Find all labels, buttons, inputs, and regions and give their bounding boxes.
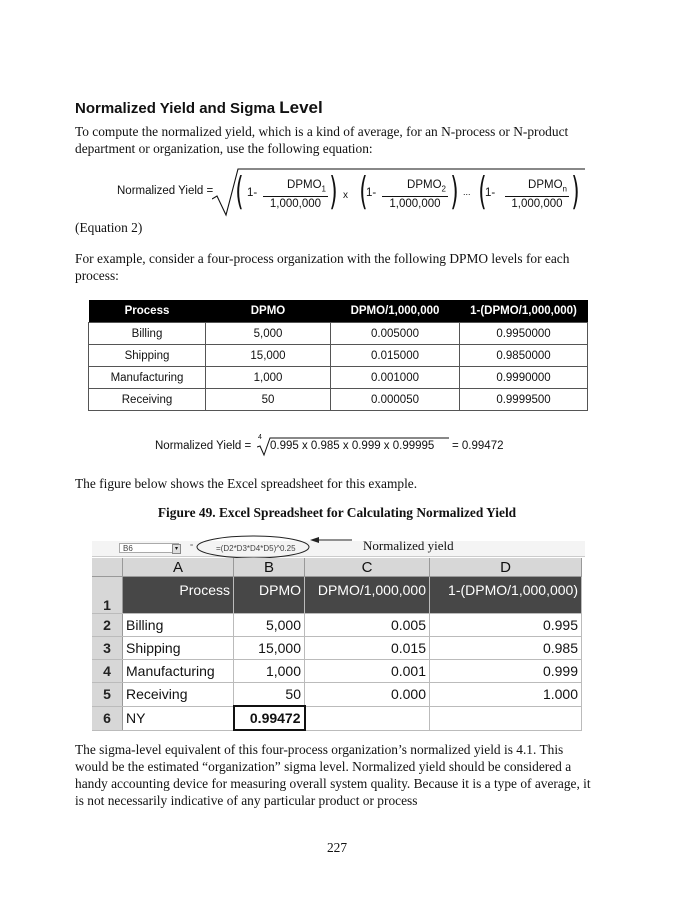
row-header[interactable]: 1 — [92, 577, 123, 614]
table-cell: 5,000 — [206, 323, 331, 345]
cell-a4[interactable]: Manufacturing — [123, 660, 234, 683]
cell-b2[interactable]: 5,000 — [234, 614, 305, 637]
cell-a6[interactable]: NY — [123, 706, 234, 730]
cell-b3[interactable]: 15,000 — [234, 637, 305, 660]
fraction-2-den: 1,000,000 — [389, 198, 441, 211]
cell-c3[interactable]: 0.015 — [305, 637, 430, 660]
radicand: 0.995 x 0.985 x 0.999 x 0.99995 — [270, 440, 435, 452]
fraction-1-den: 1,000,000 — [269, 198, 322, 211]
dpmo-table — [88, 300, 588, 411]
cell-c6[interactable] — [305, 706, 430, 730]
table-cell: Manufacturing — [89, 367, 206, 389]
fraction-2 — [382, 178, 448, 211]
conclusion-paragraph: The sigma-level equivalent of this four-process organization’s normalized yield is 4.1. This would be the estimated “organization” sigma level. Normalized yield should be considered a handy accounting device for measuring overall system quality. Because it is a type of average, it is not necessarily indicative of any particular product or process — [75, 742, 591, 808]
table-cell: 50 — [206, 389, 331, 411]
close-paren-2: ) — [450, 169, 459, 213]
row-header[interactable]: 5 — [92, 683, 123, 707]
fraction-n-sub: n — [562, 184, 567, 194]
cell-b5[interactable]: 50 — [234, 683, 305, 707]
equation-result: = 0.99472 — [452, 440, 504, 452]
table-header-row — [89, 300, 588, 323]
heading-part2: Level — [279, 98, 323, 117]
cell-a2[interactable]: Billing — [123, 614, 234, 637]
fraction-n-den: 1,000,000 — [511, 198, 563, 211]
equation-label: Normalized Yield = — [117, 185, 214, 197]
cell-d2[interactable]: 0.995 — [430, 614, 582, 637]
table-row — [92, 683, 582, 707]
table-row — [92, 637, 582, 660]
table-cell: 0.9999500 — [460, 389, 588, 411]
row-header[interactable]: 4 — [92, 660, 123, 683]
fraction-1-sub: 1 — [321, 184, 326, 194]
cell-d3[interactable]: 0.985 — [430, 637, 582, 660]
cell-b1[interactable]: DPMO — [234, 577, 305, 614]
fraction-1 — [263, 178, 328, 211]
table-row — [92, 706, 582, 730]
one-minus-n: 1- — [485, 187, 496, 199]
function-icon[interactable]: = — [190, 543, 194, 549]
equation-tag: (Equation 2) — [75, 220, 143, 235]
table-row — [92, 660, 582, 683]
cell-c2[interactable]: 0.005 — [305, 614, 430, 637]
table-cell: Shipping — [89, 345, 206, 367]
table-row — [89, 367, 588, 389]
open-paren-2: ( — [359, 169, 368, 213]
table-cell: Receiving — [89, 389, 206, 411]
open-paren-n: ( — [478, 169, 487, 213]
column-header-d[interactable]: D — [430, 558, 582, 577]
cell-b6-selected[interactable]: 0.99472 — [234, 706, 305, 730]
column-header-b[interactable]: B — [234, 558, 305, 577]
cell-a1[interactable]: Process — [123, 577, 234, 614]
figure-caption: Figure 49. Excel Spreadsheet for Calculating Normalized Yield — [157, 505, 517, 520]
callout-label: Normalized yield — [363, 538, 454, 553]
cell-a5[interactable]: Receiving — [123, 683, 234, 707]
cell-d5[interactable]: 1.000 — [430, 683, 582, 707]
cell-c1[interactable]: DPMO/1,000,000 — [305, 577, 430, 614]
fraction-2-sub: 2 — [441, 184, 446, 194]
open-paren-1: ( — [235, 169, 244, 213]
table-cell: 0.9990000 — [460, 367, 588, 389]
section-heading — [75, 98, 323, 118]
table-cell: 0.001000 — [331, 367, 460, 389]
cell-d1[interactable]: 1-(DPMO/1,000,000) — [430, 577, 582, 614]
table-cell: 1,000 — [206, 367, 331, 389]
table-cell: 0.9950000 — [460, 323, 588, 345]
table-row — [89, 323, 588, 345]
cell-b4[interactable]: 1,000 — [234, 660, 305, 683]
heading-part1: Normalized Yield and Sigma — [75, 100, 280, 117]
intro-paragraph: To compute the normalized yield, which is a kind of average, for an N-process or N-product department or organization, use the following equation: — [75, 124, 569, 156]
table-cell: 0.9850000 — [460, 345, 588, 367]
formula-text[interactable]: =(D2*D3*D4*D5)^0.25 — [216, 544, 296, 553]
cell-d4[interactable]: 0.999 — [430, 660, 582, 683]
cell-a3[interactable]: Shipping — [123, 637, 234, 660]
spreadsheet-grid — [92, 558, 582, 731]
table-row — [89, 345, 588, 367]
fraction-1-num: DPMO — [287, 179, 322, 191]
one-minus-1: 1- — [247, 187, 258, 199]
row-header[interactable]: 6 — [92, 706, 123, 730]
cell-d6[interactable] — [430, 706, 582, 730]
chevron-down-icon[interactable]: ▾ — [172, 544, 181, 554]
cell-c5[interactable]: 0.000 — [305, 683, 430, 707]
example-paragraph: For example, consider a four-process organization with the following DPMO levels for each process: — [75, 251, 570, 283]
fraction-n — [505, 178, 569, 211]
figure-intro: The figure below shows the Excel spreadsheet for this example. — [75, 476, 418, 491]
close-paren-n: ) — [571, 169, 580, 213]
one-minus-2: 1- — [366, 187, 377, 199]
column-header-c[interactable]: C — [305, 558, 430, 577]
table-header: DPMO/1,000,000 — [331, 300, 460, 323]
table-cell: 0.005000 — [331, 323, 460, 345]
table-row — [92, 614, 582, 637]
row-header[interactable]: 3 — [92, 637, 123, 660]
table-row — [92, 577, 582, 614]
times-sign: x — [343, 190, 348, 201]
page-number: 227 — [326, 840, 348, 855]
cell-c4[interactable]: 0.001 — [305, 660, 430, 683]
root-index: 4 — [258, 434, 262, 441]
table-cell: 0.015000 — [331, 345, 460, 367]
corner-cell[interactable] — [92, 558, 123, 577]
table-cell: 0.000050 — [331, 389, 460, 411]
column-headers — [92, 558, 582, 577]
ellipsis: ... — [463, 187, 471, 197]
table-cell: 15,000 — [206, 345, 331, 367]
row-header[interactable]: 2 — [92, 614, 123, 637]
table-header: Process — [89, 300, 206, 323]
close-paren-1: ) — [329, 169, 338, 213]
name-box[interactable]: B6 — [119, 543, 179, 553]
equation-normalized-yield — [0, 165, 674, 225]
table-header: DPMO — [206, 300, 331, 323]
fraction-2-num: DPMO — [407, 179, 442, 191]
fraction-n-num: DPMO — [528, 179, 563, 191]
equation-result-label: Normalized Yield = — [155, 440, 252, 452]
table-header: 1-(DPMO/1,000,000) — [460, 300, 588, 323]
table-cell: Billing — [89, 323, 206, 345]
excel-spreadsheet — [92, 538, 585, 726]
column-header-a[interactable]: A — [123, 558, 234, 577]
table-row — [89, 389, 588, 411]
